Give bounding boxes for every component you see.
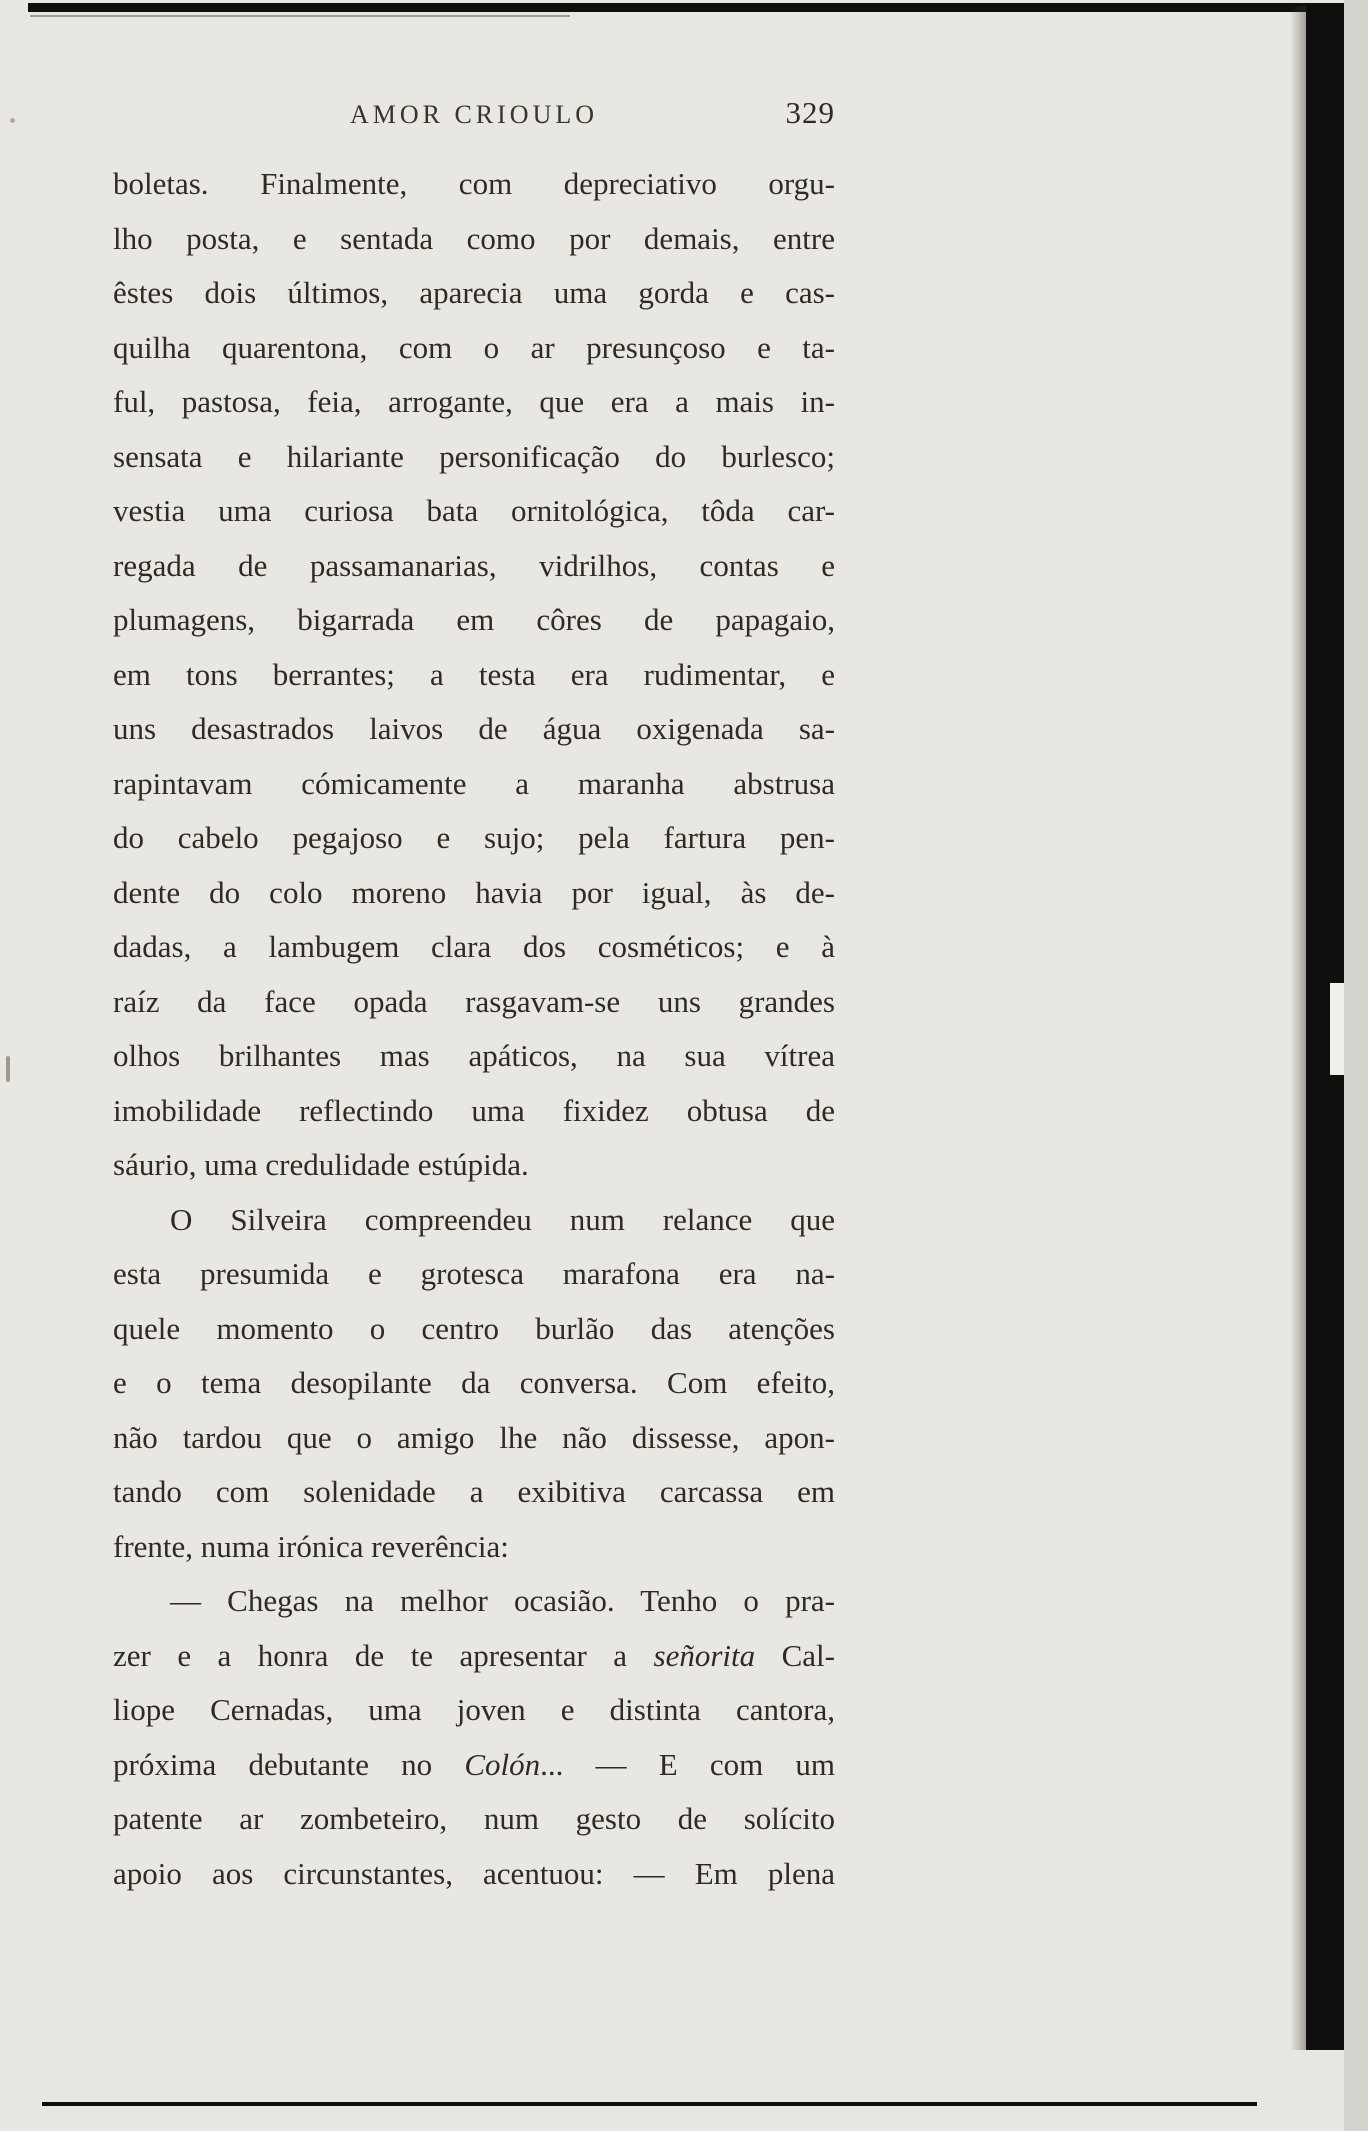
- text-line: zer e a honra de te apresentar a señorita Cal-: [113, 1637, 835, 1673]
- text-line: e o tema desopilante da conversa. Com efeito,: [113, 1365, 835, 1400]
- text-line: apoio aos circunstantes, acentuou: — Em plena: [113, 1855, 835, 1891]
- text-line: vestia uma curiosa bata ornitológica, tôda car-: [113, 493, 835, 528]
- text-line: quele momento o centro burlão das atenções: [113, 1310, 835, 1346]
- text-line: patente ar zombeteiro, num gesto de solícito: [113, 1801, 835, 1836]
- text-line: O Silveira compreendeu num relance que: [170, 1201, 835, 1237]
- text-line: rapintavam cómicamente a maranha abstrusa: [113, 765, 835, 801]
- text-line: imobilidade reflectindo uma fixidez obtusa de: [113, 1092, 835, 1128]
- italic-text: Colón: [464, 1746, 541, 1782]
- text-body: [113, 157, 835, 1901]
- scan-artifact: [10, 118, 15, 123]
- text-line: plumagens, bigarrada em côres de papagaio,: [113, 602, 835, 637]
- text-line: sensata e hilariante personificação do burlesco;: [113, 438, 835, 474]
- text-line: lho posta, e sentada como por demais, entre: [113, 220, 835, 256]
- text-line: esta presumida e grotesca marafona era na-: [113, 1256, 835, 1291]
- text-line: raíz da face opada rasgavam-se uns grandes: [113, 983, 835, 1019]
- text-line: regada de passamanarias, vidrilhos, contas e: [113, 547, 835, 583]
- scan-edge-right: [1344, 0, 1368, 2131]
- text-line: sáurio, uma credulidade estúpida.: [113, 1147, 529, 1182]
- text-line: quilha quarentona, com o ar presunçoso e ta-: [113, 329, 835, 365]
- text-line: dadas, a lambugem clara dos cosméticos; e à: [113, 929, 835, 964]
- text-line: ful, pastosa, feia, arrogante, que era a mais in-: [113, 384, 835, 419]
- text-line: êstes dois últimos, aparecia uma gorda e cas-: [113, 275, 835, 310]
- text-line: — Chegas na melhor ocasião. Tenho o pra-: [170, 1583, 835, 1618]
- text-line: liope Cernadas, uma joven e distinta cantora,: [113, 1692, 835, 1727]
- running-title: AMOR CRIOULO: [349, 100, 599, 129]
- text-line: dente do colo moreno havia por igual, às de-: [113, 874, 835, 910]
- text-line: do cabelo pegajoso e sujo; pela fartura pen-: [113, 820, 835, 855]
- text-line: uns desastrados laivos de água oxigenada sa-: [113, 711, 835, 746]
- text-line: próxima debutante no Colón... — E com um: [113, 1746, 835, 1782]
- text-line: em tons berrantes; a testa era rudimentar, e: [113, 656, 835, 692]
- text-line: frente, numa irónica reverência:: [113, 1528, 509, 1564]
- page-number: 329: [785, 95, 835, 130]
- book-spine-gap: [1330, 983, 1344, 1075]
- text-line: boletas. Finalmente, com depreciativo orgu-: [113, 166, 835, 201]
- text-line: tando com solenidade a exibitiva carcassa em: [113, 1474, 835, 1509]
- scan-edge-top-thin: [30, 15, 570, 17]
- page-header: [113, 95, 835, 136]
- scan-edge-bottom: [42, 2102, 1257, 2106]
- scan-artifact: [6, 1056, 10, 1082]
- text-line: não tardou que o amigo lhe não dissesse, apon-: [113, 1419, 835, 1455]
- italic-text: señorita: [653, 1637, 756, 1673]
- text-line: olhos brilhantes mas apáticos, na sua vítrea: [113, 1038, 835, 1073]
- scan-edge-top: [28, 3, 1368, 12]
